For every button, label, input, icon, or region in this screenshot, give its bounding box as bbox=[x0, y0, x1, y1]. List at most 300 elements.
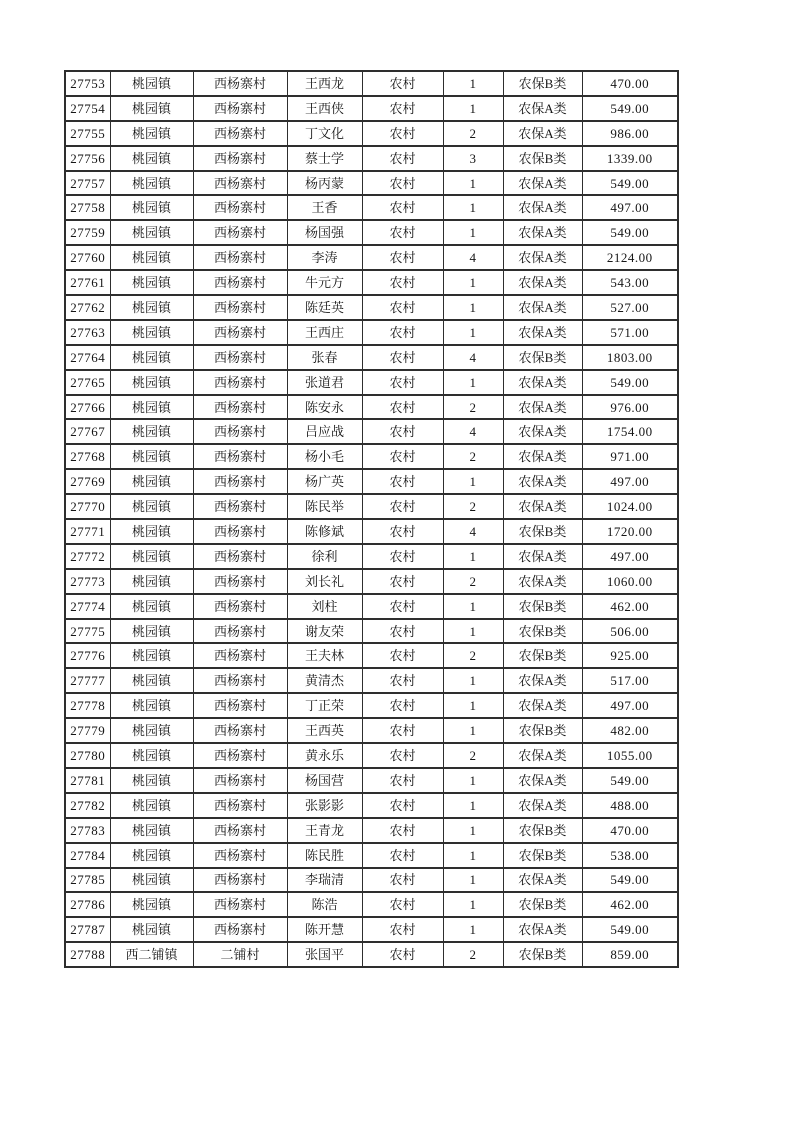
cell-insurance-type: 农保A类 bbox=[503, 768, 582, 793]
cell-serial-number: 27754 bbox=[65, 96, 110, 121]
table-body bbox=[65, 71, 678, 967]
cell-serial-number: 27785 bbox=[65, 868, 110, 893]
cell-town: 桃园镇 bbox=[110, 220, 193, 245]
cell-serial-number: 27783 bbox=[65, 818, 110, 843]
cell-village: 西杨寨村 bbox=[193, 544, 287, 569]
cell-village: 西杨寨村 bbox=[193, 643, 287, 668]
cell-town: 西二铺镇 bbox=[110, 942, 193, 967]
cell-amount: 497.00 bbox=[582, 195, 678, 220]
cell-serial-number: 27787 bbox=[65, 917, 110, 942]
cell-serial-number: 27758 bbox=[65, 195, 110, 220]
table-row bbox=[65, 370, 678, 395]
table-row bbox=[65, 668, 678, 693]
cell-village: 西杨寨村 bbox=[193, 843, 287, 868]
cell-person-count: 1 bbox=[443, 693, 503, 718]
cell-village: 西杨寨村 bbox=[193, 619, 287, 644]
cell-insurance-type: 农保A类 bbox=[503, 270, 582, 295]
cell-insurance-type: 农保A类 bbox=[503, 668, 582, 693]
cell-person-name: 王西庄 bbox=[287, 320, 362, 345]
cell-town: 桃园镇 bbox=[110, 643, 193, 668]
table-row bbox=[65, 843, 678, 868]
cell-person-name: 刘柱 bbox=[287, 594, 362, 619]
table-row bbox=[65, 818, 678, 843]
cell-person-count: 1 bbox=[443, 917, 503, 942]
table-row bbox=[65, 917, 678, 942]
cell-insurance-type: 农保A类 bbox=[503, 419, 582, 444]
cell-serial-number: 27774 bbox=[65, 594, 110, 619]
cell-household-category: 农村 bbox=[362, 195, 443, 220]
cell-town: 桃园镇 bbox=[110, 843, 193, 868]
cell-village: 西杨寨村 bbox=[193, 743, 287, 768]
cell-person-count: 4 bbox=[443, 519, 503, 544]
cell-person-name: 吕应战 bbox=[287, 419, 362, 444]
cell-village: 西杨寨村 bbox=[193, 195, 287, 220]
cell-village: 西杨寨村 bbox=[193, 96, 287, 121]
cell-person-name: 张影影 bbox=[287, 793, 362, 818]
cell-household-category: 农村 bbox=[362, 121, 443, 146]
cell-person-count: 4 bbox=[443, 245, 503, 270]
cell-person-name: 丁正荣 bbox=[287, 693, 362, 718]
cell-serial-number: 27771 bbox=[65, 519, 110, 544]
cell-household-category: 农村 bbox=[362, 793, 443, 818]
cell-person-name: 王西英 bbox=[287, 718, 362, 743]
cell-person-name: 杨小毛 bbox=[287, 444, 362, 469]
cell-amount: 527.00 bbox=[582, 295, 678, 320]
cell-person-count: 1 bbox=[443, 793, 503, 818]
cell-town: 桃园镇 bbox=[110, 892, 193, 917]
cell-insurance-type: 农保B类 bbox=[503, 146, 582, 171]
cell-serial-number: 27781 bbox=[65, 768, 110, 793]
cell-village: 西杨寨村 bbox=[193, 892, 287, 917]
cell-household-category: 农村 bbox=[362, 71, 443, 96]
cell-household-category: 农村 bbox=[362, 843, 443, 868]
cell-amount: 971.00 bbox=[582, 444, 678, 469]
cell-insurance-type: 农保A类 bbox=[503, 320, 582, 345]
cell-insurance-type: 农保B类 bbox=[503, 818, 582, 843]
table-row bbox=[65, 121, 678, 146]
cell-person-count: 1 bbox=[443, 892, 503, 917]
cell-serial-number: 27755 bbox=[65, 121, 110, 146]
table-row bbox=[65, 594, 678, 619]
cell-serial-number: 27761 bbox=[65, 270, 110, 295]
cell-serial-number: 27753 bbox=[65, 71, 110, 96]
cell-village: 西杨寨村 bbox=[193, 345, 287, 370]
table-row bbox=[65, 395, 678, 420]
cell-serial-number: 27780 bbox=[65, 743, 110, 768]
cell-amount: 462.00 bbox=[582, 892, 678, 917]
cell-amount: 549.00 bbox=[582, 868, 678, 893]
cell-household-category: 农村 bbox=[362, 718, 443, 743]
cell-person-name: 陈民举 bbox=[287, 494, 362, 519]
cell-household-category: 农村 bbox=[362, 917, 443, 942]
cell-town: 桃园镇 bbox=[110, 469, 193, 494]
cell-person-name: 黄永乐 bbox=[287, 743, 362, 768]
cell-amount: 497.00 bbox=[582, 693, 678, 718]
cell-town: 桃园镇 bbox=[110, 768, 193, 793]
cell-town: 桃园镇 bbox=[110, 544, 193, 569]
cell-person-count: 1 bbox=[443, 270, 503, 295]
table-row bbox=[65, 793, 678, 818]
cell-amount: 538.00 bbox=[582, 843, 678, 868]
table-row bbox=[65, 569, 678, 594]
cell-person-name: 王西侠 bbox=[287, 96, 362, 121]
table-row bbox=[65, 320, 678, 345]
cell-serial-number: 27764 bbox=[65, 345, 110, 370]
table-row bbox=[65, 195, 678, 220]
table-row bbox=[65, 345, 678, 370]
cell-amount: 1060.00 bbox=[582, 569, 678, 594]
cell-insurance-type: 农保B类 bbox=[503, 71, 582, 96]
cell-insurance-type: 农保A类 bbox=[503, 245, 582, 270]
cell-person-count: 2 bbox=[443, 121, 503, 146]
cell-amount: 1803.00 bbox=[582, 345, 678, 370]
cell-insurance-type: 农保A类 bbox=[503, 868, 582, 893]
insurance-roster-table bbox=[64, 70, 679, 968]
cell-serial-number: 27757 bbox=[65, 171, 110, 196]
cell-insurance-type: 农保A类 bbox=[503, 444, 582, 469]
cell-amount: 1754.00 bbox=[582, 419, 678, 444]
cell-serial-number: 27788 bbox=[65, 942, 110, 967]
cell-person-name: 丁文化 bbox=[287, 121, 362, 146]
table-row bbox=[65, 868, 678, 893]
cell-insurance-type: 农保A类 bbox=[503, 171, 582, 196]
cell-town: 桃园镇 bbox=[110, 718, 193, 743]
cell-person-name: 张道君 bbox=[287, 370, 362, 395]
cell-person-count: 1 bbox=[443, 96, 503, 121]
cell-town: 桃园镇 bbox=[110, 121, 193, 146]
cell-amount: 925.00 bbox=[582, 643, 678, 668]
cell-village: 西杨寨村 bbox=[193, 71, 287, 96]
cell-town: 桃园镇 bbox=[110, 295, 193, 320]
cell-insurance-type: 农保A类 bbox=[503, 195, 582, 220]
cell-person-count: 1 bbox=[443, 768, 503, 793]
cell-village: 西杨寨村 bbox=[193, 469, 287, 494]
cell-person-count: 1 bbox=[443, 668, 503, 693]
cell-person-name: 杨国强 bbox=[287, 220, 362, 245]
cell-amount: 462.00 bbox=[582, 594, 678, 619]
cell-person-name: 陈民胜 bbox=[287, 843, 362, 868]
cell-village: 西杨寨村 bbox=[193, 320, 287, 345]
cell-person-name: 王青龙 bbox=[287, 818, 362, 843]
cell-insurance-type: 农保A类 bbox=[503, 917, 582, 942]
cell-amount: 543.00 bbox=[582, 270, 678, 295]
cell-person-name: 杨丙蒙 bbox=[287, 171, 362, 196]
cell-person-count: 1 bbox=[443, 594, 503, 619]
cell-town: 桃园镇 bbox=[110, 444, 193, 469]
cell-serial-number: 27775 bbox=[65, 619, 110, 644]
cell-amount: 482.00 bbox=[582, 718, 678, 743]
cell-person-name: 陈开慧 bbox=[287, 917, 362, 942]
cell-person-name: 牛元方 bbox=[287, 270, 362, 295]
cell-insurance-type: 农保B类 bbox=[503, 643, 582, 668]
cell-household-category: 农村 bbox=[362, 569, 443, 594]
cell-household-category: 农村 bbox=[362, 693, 443, 718]
cell-insurance-type: 农保A类 bbox=[503, 295, 582, 320]
cell-village: 西杨寨村 bbox=[193, 220, 287, 245]
cell-insurance-type: 农保B类 bbox=[503, 718, 582, 743]
cell-village: 二铺村 bbox=[193, 942, 287, 967]
cell-person-name: 刘长礼 bbox=[287, 569, 362, 594]
table-row bbox=[65, 295, 678, 320]
cell-household-category: 农村 bbox=[362, 345, 443, 370]
cell-town: 桃园镇 bbox=[110, 419, 193, 444]
cell-town: 桃园镇 bbox=[110, 171, 193, 196]
cell-insurance-type: 农保B类 bbox=[503, 594, 582, 619]
cell-village: 西杨寨村 bbox=[193, 569, 287, 594]
cell-serial-number: 27760 bbox=[65, 245, 110, 270]
cell-amount: 1055.00 bbox=[582, 743, 678, 768]
table-row bbox=[65, 768, 678, 793]
cell-household-category: 农村 bbox=[362, 295, 443, 320]
cell-person-count: 1 bbox=[443, 868, 503, 893]
cell-amount: 549.00 bbox=[582, 171, 678, 196]
cell-person-name: 李涛 bbox=[287, 245, 362, 270]
cell-person-count: 1 bbox=[443, 718, 503, 743]
cell-household-category: 农村 bbox=[362, 594, 443, 619]
cell-serial-number: 27759 bbox=[65, 220, 110, 245]
cell-town: 桃园镇 bbox=[110, 519, 193, 544]
cell-household-category: 农村 bbox=[362, 768, 443, 793]
cell-village: 西杨寨村 bbox=[193, 444, 287, 469]
cell-person-name: 谢友荣 bbox=[287, 619, 362, 644]
cell-household-category: 农村 bbox=[362, 444, 443, 469]
table-row bbox=[65, 743, 678, 768]
cell-amount: 549.00 bbox=[582, 917, 678, 942]
cell-insurance-type: 农保A类 bbox=[503, 469, 582, 494]
cell-person-count: 1 bbox=[443, 619, 503, 644]
cell-person-count: 1 bbox=[443, 469, 503, 494]
cell-amount: 549.00 bbox=[582, 96, 678, 121]
cell-village: 西杨寨村 bbox=[193, 668, 287, 693]
cell-insurance-type: 农保A类 bbox=[503, 544, 582, 569]
cell-town: 桃园镇 bbox=[110, 146, 193, 171]
cell-person-name: 陈修斌 bbox=[287, 519, 362, 544]
cell-person-count: 2 bbox=[443, 643, 503, 668]
cell-household-category: 农村 bbox=[362, 370, 443, 395]
cell-town: 桃园镇 bbox=[110, 494, 193, 519]
cell-household-category: 农村 bbox=[362, 619, 443, 644]
cell-serial-number: 27772 bbox=[65, 544, 110, 569]
cell-household-category: 农村 bbox=[362, 544, 443, 569]
cell-household-category: 农村 bbox=[362, 668, 443, 693]
cell-village: 西杨寨村 bbox=[193, 370, 287, 395]
cell-town: 桃园镇 bbox=[110, 619, 193, 644]
cell-insurance-type: 农保B类 bbox=[503, 619, 582, 644]
cell-village: 西杨寨村 bbox=[193, 146, 287, 171]
cell-amount: 571.00 bbox=[582, 320, 678, 345]
cell-household-category: 农村 bbox=[362, 743, 443, 768]
cell-town: 桃园镇 bbox=[110, 818, 193, 843]
cell-village: 西杨寨村 bbox=[193, 295, 287, 320]
cell-town: 桃园镇 bbox=[110, 793, 193, 818]
cell-amount: 488.00 bbox=[582, 793, 678, 818]
cell-person-name: 李瑞清 bbox=[287, 868, 362, 893]
table-row bbox=[65, 171, 678, 196]
cell-person-count: 1 bbox=[443, 220, 503, 245]
cell-amount: 976.00 bbox=[582, 395, 678, 420]
table-row bbox=[65, 96, 678, 121]
table-row bbox=[65, 619, 678, 644]
cell-person-name: 杨广英 bbox=[287, 469, 362, 494]
cell-insurance-type: 农保A类 bbox=[503, 793, 582, 818]
cell-insurance-type: 农保B类 bbox=[503, 843, 582, 868]
cell-person-name: 王香 bbox=[287, 195, 362, 220]
cell-serial-number: 27770 bbox=[65, 494, 110, 519]
cell-village: 西杨寨村 bbox=[193, 121, 287, 146]
cell-serial-number: 27763 bbox=[65, 320, 110, 345]
cell-town: 桃园镇 bbox=[110, 569, 193, 594]
cell-amount: 470.00 bbox=[582, 818, 678, 843]
cell-village: 西杨寨村 bbox=[193, 519, 287, 544]
table-row bbox=[65, 469, 678, 494]
cell-person-name: 蔡士学 bbox=[287, 146, 362, 171]
table-row bbox=[65, 718, 678, 743]
cell-person-name: 陈廷英 bbox=[287, 295, 362, 320]
table-row bbox=[65, 444, 678, 469]
cell-household-category: 农村 bbox=[362, 494, 443, 519]
cell-person-count: 1 bbox=[443, 71, 503, 96]
cell-amount: 2124.00 bbox=[582, 245, 678, 270]
cell-household-category: 农村 bbox=[362, 469, 443, 494]
cell-household-category: 农村 bbox=[362, 942, 443, 967]
table-row bbox=[65, 220, 678, 245]
cell-amount: 497.00 bbox=[582, 544, 678, 569]
cell-serial-number: 27766 bbox=[65, 395, 110, 420]
cell-amount: 470.00 bbox=[582, 71, 678, 96]
cell-serial-number: 27773 bbox=[65, 569, 110, 594]
cell-person-name: 王西龙 bbox=[287, 71, 362, 96]
cell-person-count: 1 bbox=[443, 544, 503, 569]
cell-person-name: 杨国营 bbox=[287, 768, 362, 793]
cell-town: 桃园镇 bbox=[110, 96, 193, 121]
cell-person-count: 4 bbox=[443, 345, 503, 370]
cell-person-count: 1 bbox=[443, 195, 503, 220]
table-row bbox=[65, 544, 678, 569]
cell-person-count: 2 bbox=[443, 444, 503, 469]
cell-amount: 1339.00 bbox=[582, 146, 678, 171]
cell-serial-number: 27765 bbox=[65, 370, 110, 395]
cell-person-count: 1 bbox=[443, 370, 503, 395]
table-row bbox=[65, 942, 678, 967]
cell-insurance-type: 农保A类 bbox=[503, 121, 582, 146]
cell-village: 西杨寨村 bbox=[193, 245, 287, 270]
cell-amount: 986.00 bbox=[582, 121, 678, 146]
cell-village: 西杨寨村 bbox=[193, 171, 287, 196]
cell-household-category: 农村 bbox=[362, 892, 443, 917]
cell-amount: 549.00 bbox=[582, 370, 678, 395]
cell-village: 西杨寨村 bbox=[193, 270, 287, 295]
cell-village: 西杨寨村 bbox=[193, 395, 287, 420]
cell-household-category: 农村 bbox=[362, 818, 443, 843]
cell-person-name: 徐利 bbox=[287, 544, 362, 569]
table-row bbox=[65, 892, 678, 917]
cell-town: 桃园镇 bbox=[110, 245, 193, 270]
table-row bbox=[65, 643, 678, 668]
cell-village: 西杨寨村 bbox=[193, 868, 287, 893]
cell-insurance-type: 农保B类 bbox=[503, 345, 582, 370]
cell-amount: 1720.00 bbox=[582, 519, 678, 544]
cell-household-category: 农村 bbox=[362, 519, 443, 544]
cell-person-name: 陈安永 bbox=[287, 395, 362, 420]
cell-town: 桃园镇 bbox=[110, 345, 193, 370]
cell-person-count: 1 bbox=[443, 843, 503, 868]
cell-insurance-type: 农保A类 bbox=[503, 693, 582, 718]
table-row bbox=[65, 146, 678, 171]
cell-insurance-type: 农保A类 bbox=[503, 220, 582, 245]
cell-town: 桃园镇 bbox=[110, 71, 193, 96]
cell-person-count: 2 bbox=[443, 395, 503, 420]
cell-insurance-type: 农保B类 bbox=[503, 942, 582, 967]
cell-household-category: 农村 bbox=[362, 171, 443, 196]
cell-person-count: 1 bbox=[443, 320, 503, 345]
cell-household-category: 农村 bbox=[362, 270, 443, 295]
cell-town: 桃园镇 bbox=[110, 693, 193, 718]
cell-person-count: 2 bbox=[443, 942, 503, 967]
cell-serial-number: 27767 bbox=[65, 419, 110, 444]
cell-town: 桃园镇 bbox=[110, 395, 193, 420]
cell-person-name: 张春 bbox=[287, 345, 362, 370]
cell-serial-number: 27782 bbox=[65, 793, 110, 818]
cell-town: 桃园镇 bbox=[110, 195, 193, 220]
cell-amount: 506.00 bbox=[582, 619, 678, 644]
cell-insurance-type: 农保B类 bbox=[503, 892, 582, 917]
cell-insurance-type: 农保A类 bbox=[503, 743, 582, 768]
cell-amount: 1024.00 bbox=[582, 494, 678, 519]
cell-insurance-type: 农保A类 bbox=[503, 395, 582, 420]
cell-household-category: 农村 bbox=[362, 868, 443, 893]
cell-serial-number: 27756 bbox=[65, 146, 110, 171]
cell-person-name: 陈浩 bbox=[287, 892, 362, 917]
cell-household-category: 农村 bbox=[362, 220, 443, 245]
cell-village: 西杨寨村 bbox=[193, 494, 287, 519]
table-row bbox=[65, 71, 678, 96]
cell-person-count: 2 bbox=[443, 743, 503, 768]
cell-town: 桃园镇 bbox=[110, 594, 193, 619]
cell-town: 桃园镇 bbox=[110, 668, 193, 693]
cell-village: 西杨寨村 bbox=[193, 419, 287, 444]
cell-serial-number: 27776 bbox=[65, 643, 110, 668]
cell-town: 桃园镇 bbox=[110, 320, 193, 345]
cell-amount: 549.00 bbox=[582, 768, 678, 793]
cell-household-category: 农村 bbox=[362, 96, 443, 121]
cell-person-count: 3 bbox=[443, 146, 503, 171]
cell-person-count: 2 bbox=[443, 569, 503, 594]
cell-household-category: 农村 bbox=[362, 146, 443, 171]
cell-insurance-type: 农保A类 bbox=[503, 569, 582, 594]
cell-insurance-type: 农保A类 bbox=[503, 96, 582, 121]
cell-village: 西杨寨村 bbox=[193, 693, 287, 718]
cell-household-category: 农村 bbox=[362, 395, 443, 420]
cell-person-name: 王夫林 bbox=[287, 643, 362, 668]
cell-serial-number: 27778 bbox=[65, 693, 110, 718]
cell-household-category: 农村 bbox=[362, 643, 443, 668]
cell-person-count: 2 bbox=[443, 494, 503, 519]
cell-serial-number: 27777 bbox=[65, 668, 110, 693]
cell-person-count: 1 bbox=[443, 171, 503, 196]
cell-person-name: 黄清杰 bbox=[287, 668, 362, 693]
table-row bbox=[65, 419, 678, 444]
table-row bbox=[65, 245, 678, 270]
cell-town: 桃园镇 bbox=[110, 270, 193, 295]
cell-insurance-type: 农保A类 bbox=[503, 370, 582, 395]
cell-household-category: 农村 bbox=[362, 245, 443, 270]
cell-person-count: 4 bbox=[443, 419, 503, 444]
cell-insurance-type: 农保B类 bbox=[503, 519, 582, 544]
cell-serial-number: 27784 bbox=[65, 843, 110, 868]
table-row bbox=[65, 519, 678, 544]
cell-person-count: 1 bbox=[443, 818, 503, 843]
cell-village: 西杨寨村 bbox=[193, 818, 287, 843]
